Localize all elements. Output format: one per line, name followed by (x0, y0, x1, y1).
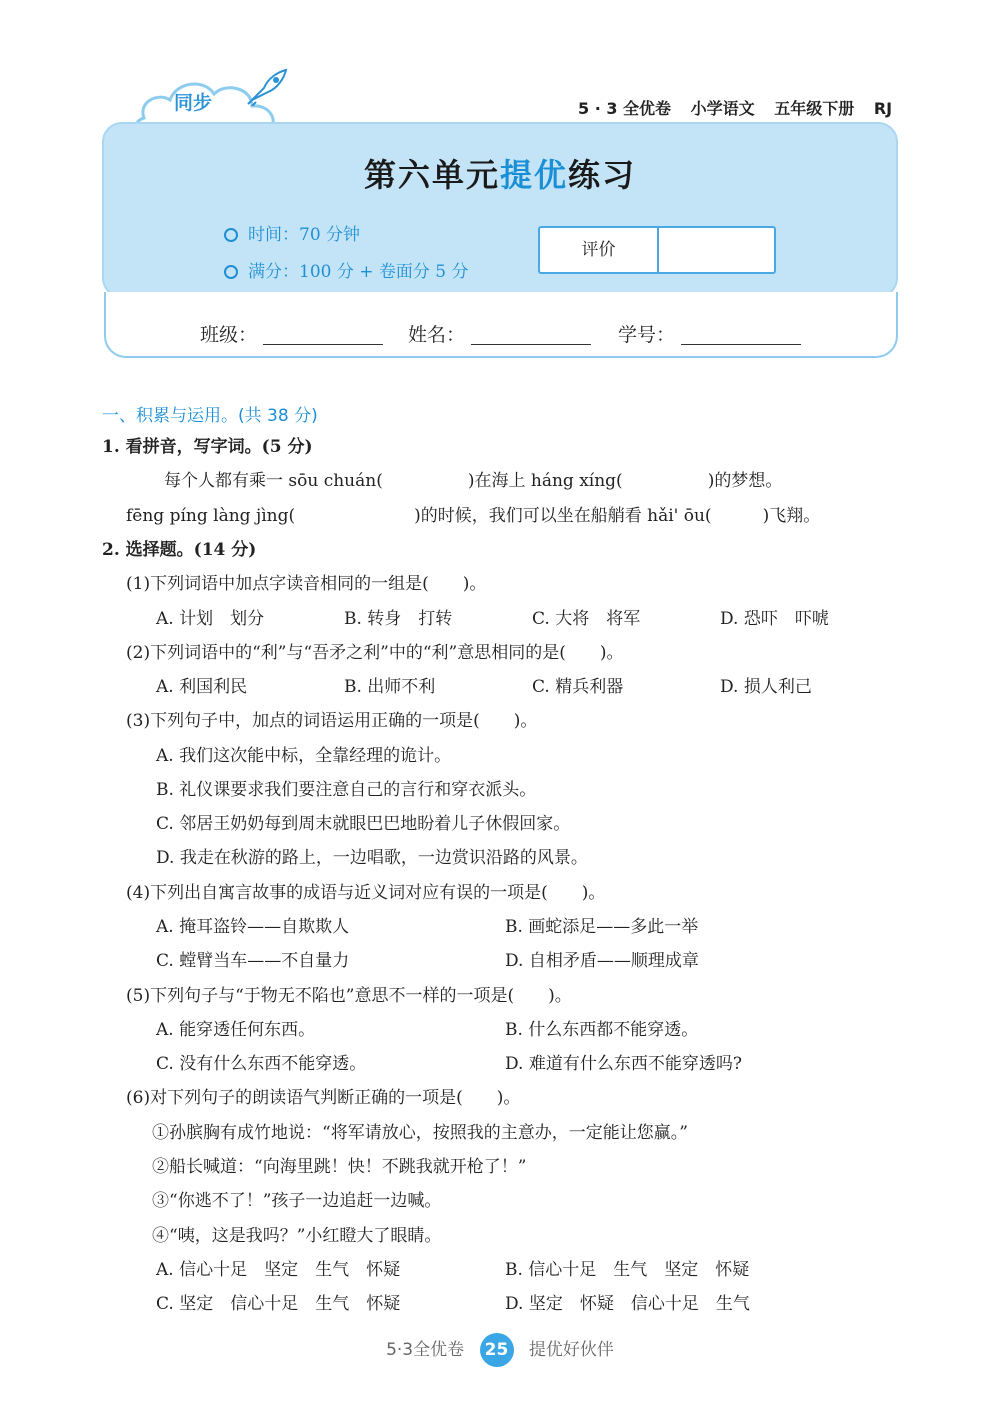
q2-3-option-b: B. 礼仪课要求我们要注意自己的言行和穿衣派头。 (156, 780, 537, 800)
grade: 五年级下册 (774, 99, 855, 118)
q2-2: (2)下列词语中的“利”与“吾矛之利”中的“利”意思相同的是( )。 (126, 643, 624, 663)
q2-2-option-b: B. 出师不利 (344, 677, 436, 697)
q2-3-option-a: A. 我们这次能中标，全靠经理的诡计。 (156, 746, 452, 766)
evaluation-label: 评价 (540, 228, 659, 272)
page-number: 25 (480, 1333, 514, 1367)
q2-6-sentence-3: ③“你逃不了！”孩子一边追赶一边喊。 (152, 1191, 442, 1211)
q2-6-option-d: D. 坚定 怀疑 信心十足 生气 (505, 1294, 750, 1314)
q2-4-option-b: B. 画蛇添足——多此一举 (505, 917, 699, 937)
evaluation-box (538, 226, 776, 274)
id-field: 学号： (618, 320, 801, 347)
q2-6: (6)对下列句子的朗读语气判断正确的一项是( )。 (126, 1088, 521, 1108)
time-info: 时间：70 分钟 (224, 220, 360, 245)
q2-2-option-c: C. 精兵利器 (532, 677, 624, 697)
q2-2-option-a: A. 利国利民 (156, 677, 248, 697)
q2-3-option-c: C. 邻居王奶奶每到周末就眼巴巴地盼着儿子休假回家。 (156, 814, 571, 834)
q1-line1: 每个人都有乘一 sōu chuán( )在海上 háng xíng( )的梦想。 (164, 471, 783, 491)
q2-1-option-c: C. 大将 将军 (532, 609, 641, 629)
header-panel (102, 122, 898, 298)
subject: 小学语文 (690, 99, 755, 118)
q2-5-option-a: A. 能穿透任何东西。 (156, 1020, 316, 1040)
q2-5: (5)下列句子与“于物无不陷也”意思不一样的一项是( )。 (126, 986, 572, 1006)
question-1: 1. 看拼音，写字词。(5 分) (102, 437, 313, 457)
q2-1-option-d: D. 恐吓 吓唬 (720, 609, 829, 629)
q2-3-option-d: D. 我走在秋游的路上，一边唱歌，一边赏识沿路的风景。 (156, 848, 588, 868)
name-field: 姓名： (408, 320, 591, 347)
book-meta (578, 96, 906, 119)
q2-6-option-b: B. 信心十足 生气 坚定 怀疑 (505, 1260, 750, 1280)
score-info: 满分：100 分 + 卷面分 5 分 (224, 257, 469, 282)
class-field: 班级： (200, 320, 383, 347)
q2-5-option-c: C. 没有什么东西不能穿透。 (156, 1054, 367, 1074)
badge-line1: 同步 (174, 92, 213, 114)
q2-6-option-a: A. 信心十足 坚定 生气 怀疑 (156, 1260, 401, 1280)
q2-4-option-d: D. 自相矛盾——顺理成章 (505, 951, 699, 971)
q2-5-option-d: D. 难道有什么东西不能穿透吗? (505, 1054, 742, 1074)
q2-6-sentence-4: ④“咦，这是我吗？”小红瞪大了眼睛。 (152, 1226, 442, 1246)
q2-4: (4)下列出自寓言故事的成语与近义词对应有误的一项是( )。 (126, 883, 606, 903)
edition: RJ (873, 99, 893, 118)
question-2: 2. 选择题。(14 分) (102, 540, 257, 560)
section-heading: 一、积累与运用。(共 38 分) (102, 406, 318, 426)
q2-6-sentence-2: ②船长喊道：“向海里跳！快！不跳我就开枪了！” (152, 1157, 527, 1177)
q1-line2: fēng píng làng jìng( )的时候，我们可以坐在船艄看 hǎi' ōu( )飞翔。 (126, 506, 821, 526)
footer-series: 5·3全优卷 (386, 1340, 465, 1360)
name-input-line[interactable] (471, 324, 591, 345)
class-input-line[interactable] (263, 324, 383, 345)
q2-6-sentence-1: ①孙膑胸有成竹地说：“将军请放心，按照我的主意办，一定能让您赢。” (152, 1123, 688, 1143)
rocket-icon (246, 66, 290, 106)
page-footer (0, 1333, 1000, 1367)
q2-4-option-c: C. 螳臂当车——不自量力 (156, 951, 350, 971)
q2-5-option-b: B. 什么东西都不能穿透。 (505, 1020, 699, 1040)
clock-icon (224, 228, 238, 242)
q2-3: (3)下列句子中，加点的词语运用正确的一项是( )。 (126, 711, 538, 731)
q2-1-option-a: A. 计划 划分 (156, 609, 265, 629)
series-name: 5 · 3 全优卷 (578, 99, 672, 118)
q2-6-option-c: C. 坚定 信心十足 生气 怀疑 (156, 1294, 401, 1314)
id-input-line[interactable] (681, 324, 801, 345)
q2-1-option-b: B. 转身 打转 (344, 609, 453, 629)
q2-4-option-a: A. 掩耳盗铃——自欺欺人 (156, 917, 350, 937)
page-title: 第六单元提优练习 (363, 156, 637, 194)
footer-slogan: 提优好伙伴 (528, 1340, 614, 1360)
check-circle-icon (224, 265, 238, 279)
q2-2-option-d: D. 损人利己 (720, 677, 812, 697)
q2-1: (1)下列词语中加点字读音相同的一组是( )。 (126, 574, 487, 594)
